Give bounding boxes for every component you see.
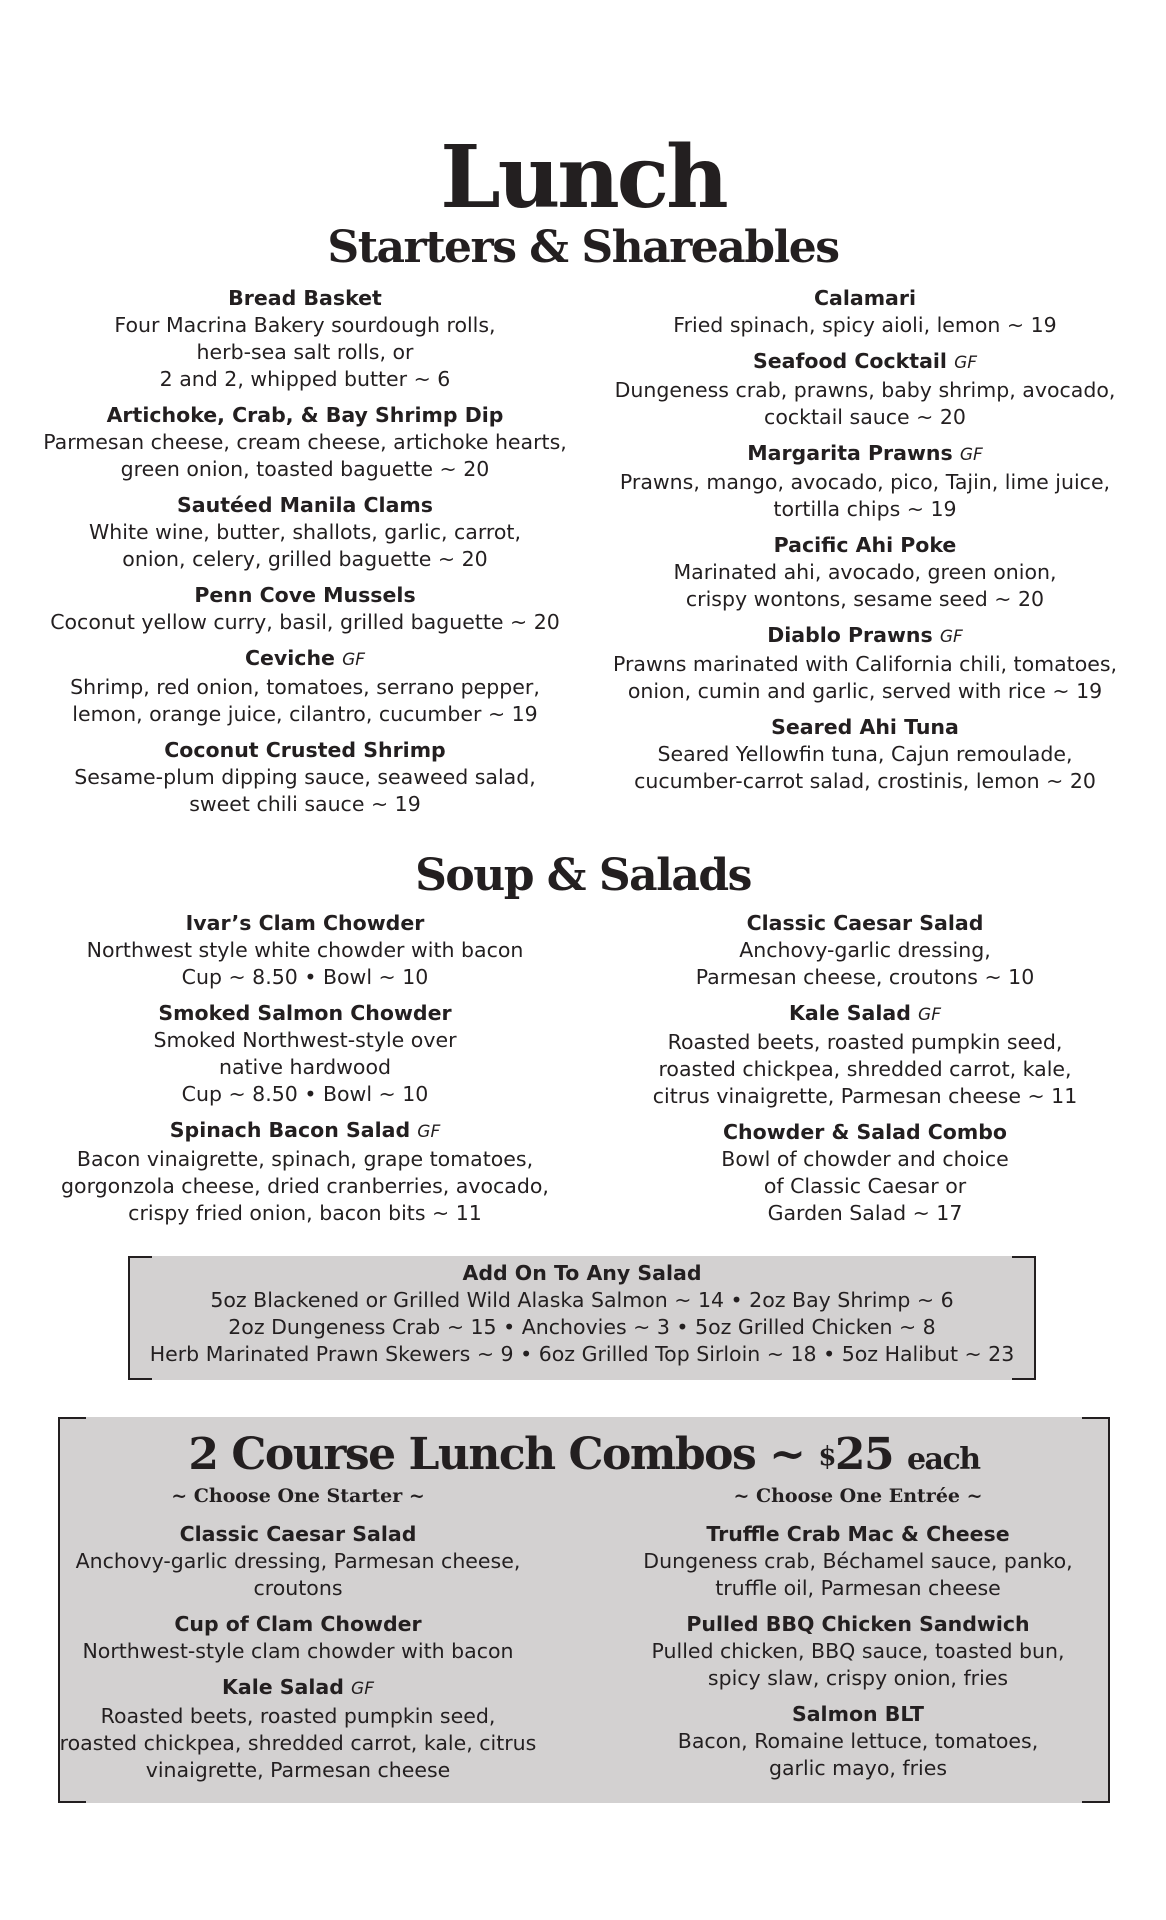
gluten-free-badge: GF <box>939 627 963 647</box>
menu-item-description: Prawns marinated with California chili, tomatoes, onion, cumin and garlic, served with rice ~ 19 <box>612 652 1118 703</box>
menu-item-name <box>585 910 1145 937</box>
menu-item-description: Coconut yellow curry, basil, grilled baguette ~ 20 <box>50 610 560 634</box>
menu-item-description: Northwest style white chowder with bacon Cup ~ 8.50 • Bowl ~ 10 <box>86 938 524 989</box>
menu-item-name-text: Diablo Prawns <box>767 623 933 647</box>
menu-item-name <box>30 910 580 937</box>
entree-subheading: ~ Choose One Entrée ~ <box>733 1485 983 1507</box>
menu-item-name-text: Calamari <box>813 286 917 310</box>
menu-item-description: Four Macrina Bakery sourdough rolls, herb-sea salt rolls, or 2 and 2, whipped butter ~ 6 <box>114 313 496 391</box>
menu-item-name <box>30 1000 580 1027</box>
menu-item <box>618 1521 1098 1602</box>
menu-item-name <box>585 348 1145 377</box>
menu-item-name <box>58 1611 538 1638</box>
menu-item-description: Pulled chicken, BBQ sauce, toasted bun, spicy slaw, crispy onion, fries <box>651 1639 1065 1690</box>
menu-item-description: Smoked Northwest-style over native hardwood Cup ~ 8.50 • Bowl ~ 10 <box>153 1028 457 1106</box>
menu-item-name-text: Kale Salad <box>221 1675 344 1699</box>
menu-item <box>585 285 1145 339</box>
menu-item <box>30 1117 580 1227</box>
menu-item-name <box>618 1701 1098 1728</box>
menu-item <box>30 737 580 818</box>
menu-item <box>30 1000 580 1108</box>
menu-item <box>585 910 1145 991</box>
menu-item <box>58 1521 538 1602</box>
menu-item <box>618 1611 1098 1692</box>
menu-item-name-text: Pacific Ahi Poke <box>773 533 957 557</box>
gluten-free-badge: GF <box>918 1005 941 1025</box>
starters-left-column <box>30 285 580 827</box>
addon-box <box>128 1256 1036 1380</box>
gluten-free-badge: GF <box>417 1122 441 1142</box>
menu-item-name-text: Truffle Crab Mac & Cheese <box>706 1522 1010 1546</box>
menu-item-name <box>618 1521 1098 1548</box>
menu-item-description: Dungeness crab, Béchamel sauce, panko, truffle oil, Parmesan cheese <box>643 1549 1073 1600</box>
soups-heading: Soup & Salads <box>415 850 751 901</box>
menu-item-description: Sesame-plum dipping sauce, seaweed salad, sweet chili sauce ~ 19 <box>74 765 536 816</box>
menu-item-name-text: Ivar’s Clam Chowder <box>185 911 425 935</box>
menu-item-description: Prawns, mango, avocado, pico, Tajin, lime juice, tortilla chips ~ 19 <box>619 470 1111 521</box>
addon-line: 2oz Dungeness Crab ~ 15 • Anchovies ~ 3 • 5oz Grilled Chicken ~ 8 <box>228 1315 936 1339</box>
starters-heading: Starters & Shareables <box>327 222 839 273</box>
menu-item <box>30 910 580 991</box>
menu-item-name <box>585 714 1145 741</box>
menu-item-name <box>58 1674 538 1703</box>
combo-title <box>58 1427 1110 1488</box>
menu-item <box>58 1611 538 1665</box>
menu-item <box>30 645 580 728</box>
menu-item <box>585 622 1145 705</box>
combo-heading: 2 Course Lunch Combos ~ <box>188 1429 805 1480</box>
menu-item-name-text: Classic Caesar Salad <box>179 1522 417 1546</box>
gluten-free-badge: GF <box>954 353 978 373</box>
menu-item-name-text: Ceviche <box>244 646 335 670</box>
menu-item-description: White wine, butter, shallots, garlic, carrot, onion, celery, grilled baguette ~ 20 <box>89 520 521 571</box>
menu-item-name <box>585 1119 1145 1146</box>
menu-item-description: Roasted beets, roasted pumpkin seed, roasted chickpea, shredded carrot, kale, citrus vinaigrette, Parmesan cheese ~ 11 <box>652 1030 1078 1108</box>
combo-dollar: $ <box>818 1442 835 1472</box>
combo-price: 25 <box>834 1429 894 1480</box>
menu-item-name-text: Pulled BBQ Chicken Sandwich <box>686 1612 1030 1636</box>
menu-item-name-text: Smoked Salmon Chowder <box>158 1001 452 1025</box>
menu-item-name <box>30 582 580 609</box>
menu-item-name-text: Salmon BLT <box>791 1702 925 1726</box>
menu-item <box>585 714 1145 795</box>
menu-item-name <box>585 622 1145 651</box>
menu-item-name-text: Seafood Cocktail <box>752 349 947 373</box>
menu-item-name-text: Classic Caesar Salad <box>746 911 984 935</box>
menu-item <box>58 1674 538 1784</box>
menu-item-name <box>585 285 1145 312</box>
addon-heading: Add On To Any Salad <box>462 1261 702 1285</box>
addon-line: Herb Marinated Prawn Skewers ~ 9 • 6oz Grilled Top Sirloin ~ 18 • 5oz Halibut ~ 23 <box>149 1342 1015 1366</box>
combo-entrees-column <box>618 1521 1098 1791</box>
menu-item-name <box>618 1611 1098 1638</box>
menu-item <box>585 1119 1145 1227</box>
soups-left-column <box>30 910 580 1236</box>
gluten-free-badge: GF <box>342 650 366 670</box>
menu-item-name <box>30 285 580 312</box>
menu-item-name <box>30 645 580 674</box>
menu-item-name <box>30 402 580 429</box>
menu-item-name-text: Seared Ahi Tuna <box>771 715 959 739</box>
menu-item-description: Bacon, Romaine lettuce, tomatoes, garlic mayo, fries <box>677 1729 1039 1780</box>
corner-bracket <box>128 1256 152 1278</box>
gluten-free-badge: GF <box>959 445 983 465</box>
menu-item-description: Bacon vinaigrette, spinach, grape tomatoes, gorgonzola cheese, dried cranberries, avocado, crispy fried onion, bacon bits ~ 11 <box>61 1147 549 1225</box>
menu-item-name-text: Spinach Bacon Salad <box>169 1118 411 1142</box>
menu-item-description: Roasted beets, roasted pumpkin seed, roasted chickpea, shredded carrot, kale, citrus vinaigrette, Parmesan cheese <box>59 1704 537 1782</box>
menu-item-name <box>585 440 1145 469</box>
combo-each: each <box>906 1442 980 1477</box>
menu-item-description: Dungeness crab, prawns, baby shrimp, avocado, cocktail sauce ~ 20 <box>614 378 1116 429</box>
menu-item-name-text: Coconut Crusted Shrimp <box>164 738 446 762</box>
menu-item <box>585 440 1145 523</box>
addon-line: 5oz Blackened or Grilled Wild Alaska Salmon ~ 14 • 2oz Bay Shrimp ~ 6 <box>210 1288 954 1312</box>
menu-item-description: Fried spinach, spicy aioli, lemon ~ 19 <box>673 313 1057 337</box>
combo-box <box>58 1417 1110 1803</box>
corner-bracket <box>1012 1256 1036 1278</box>
menu-item-name-text: Cup of Clam Chowder <box>174 1612 422 1636</box>
corner-bracket <box>1012 1358 1036 1380</box>
menu-item-description: Bowl of chowder and choice of Classic Caesar or Garden Salad ~ 17 <box>721 1147 1009 1225</box>
menu-item-name-text: Artichoke, Crab, & Bay Shrimp Dip <box>106 403 504 427</box>
menu-item-name-text: Penn Cove Mussels <box>194 583 416 607</box>
menu-item-description: Parmesan cheese, cream cheese, artichoke hearts, green onion, toasted baguette ~ 20 <box>43 430 567 481</box>
menu-item-name-text: Sautéed Manila Clams <box>177 493 433 517</box>
page-title: Lunch <box>440 127 726 228</box>
menu-item-name <box>58 1521 538 1548</box>
menu-item-name-text: Kale Salad <box>788 1001 911 1025</box>
starter-subheading: ~ Choose One Starter ~ <box>171 1485 425 1507</box>
soups-right-column <box>585 910 1145 1236</box>
menu-item-name-text: Margarita Prawns <box>747 441 953 465</box>
combo-starters-column <box>58 1521 538 1793</box>
menu-item-description: Anchovy-garlic dressing, Parmesan cheese, croutons ~ 10 <box>695 938 1035 989</box>
menu-item-name <box>30 1117 580 1146</box>
menu-item <box>30 582 580 636</box>
menu-item-name <box>30 737 580 764</box>
menu-item-description: Shrimp, red onion, tomatoes, serrano pepper, lemon, orange juice, cilantro, cucumber ~ 19 <box>70 675 540 726</box>
menu-item <box>585 1000 1145 1110</box>
menu-item-name-text: Bread Basket <box>228 286 382 310</box>
starters-right-column <box>585 285 1145 804</box>
menu-item-name <box>585 1000 1145 1029</box>
menu-item <box>30 402 580 483</box>
corner-bracket <box>128 1358 152 1380</box>
menu-item-name-text: Chowder & Salad Combo <box>722 1120 1008 1144</box>
menu-item-description: Seared Yellowfin tuna, Cajun remoulade, cucumber-carrot salad, crostinis, lemon ~ 20 <box>634 742 1096 793</box>
menu-item <box>618 1701 1098 1782</box>
menu-item-name <box>30 492 580 519</box>
menu-item-description: Northwest-style clam chowder with bacon <box>82 1639 514 1663</box>
menu-item-description: Marinated ahi, avocado, green onion, crispy wontons, sesame seed ~ 20 <box>673 560 1057 611</box>
menu-item <box>30 492 580 573</box>
gluten-free-badge: GF <box>351 1679 374 1699</box>
menu-item-description: Anchovy-garlic dressing, Parmesan cheese, croutons <box>75 1549 521 1600</box>
menu-item-name <box>585 532 1145 559</box>
menu-item <box>30 285 580 393</box>
menu-item <box>585 532 1145 613</box>
menu-item <box>585 348 1145 431</box>
